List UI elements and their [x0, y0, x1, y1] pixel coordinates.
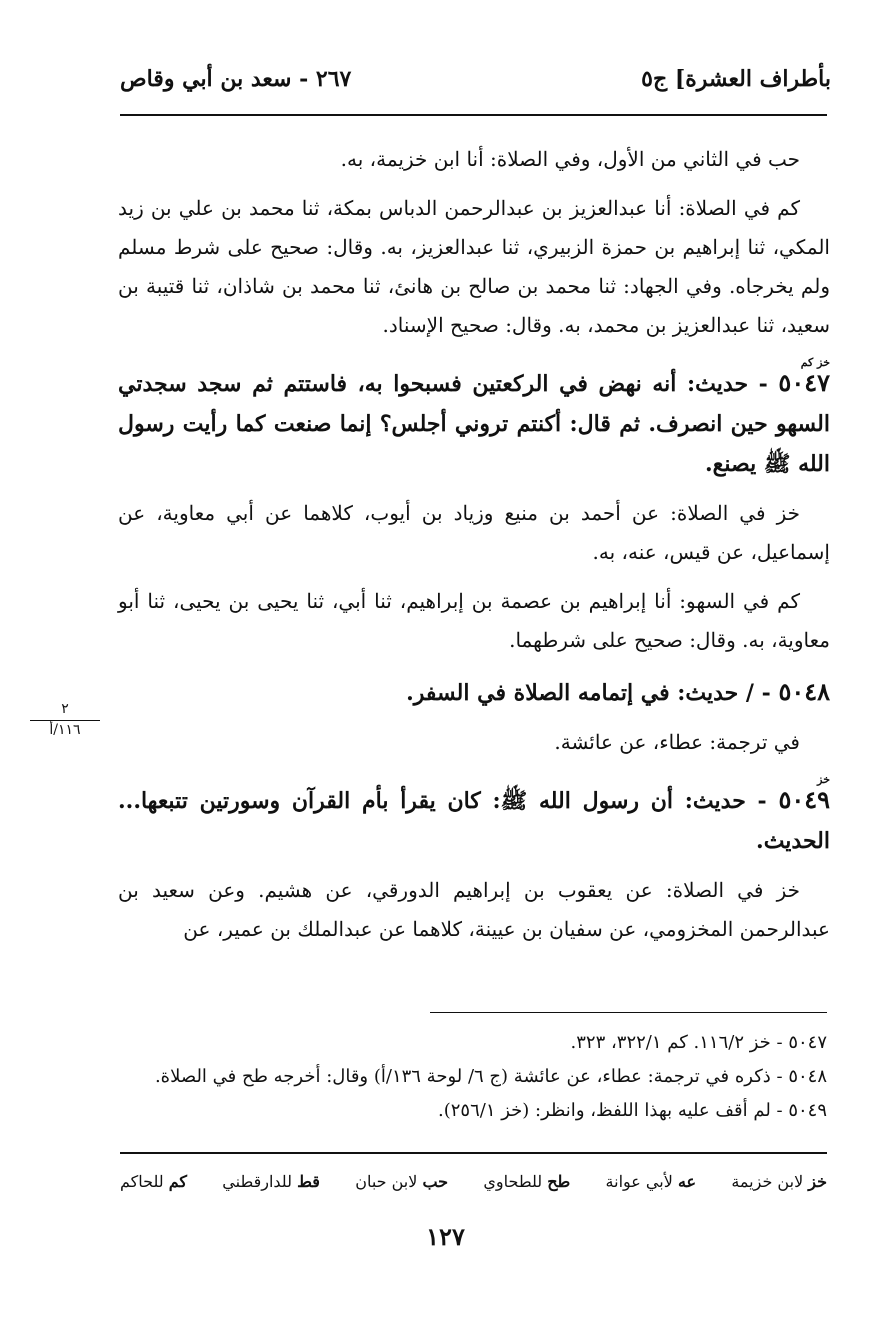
paragraph-kz-salat: خز في الصلاة: عن أحمد بن منيع وزياد بن أيوب، كلاهما عن أبي معاوية، عن إسماعيل، عن قيس، عنه، به. [118, 501, 830, 564]
abbreviation-code: كم [168, 1172, 187, 1191]
hadith-5049 [118, 774, 830, 861]
abbreviation-code: طح [547, 1172, 571, 1191]
footnote: ٥٠٤٩ - لم أقف عليه بهذا اللفظ، وانظر: (خز ٢٥٦/١). [438, 1100, 827, 1121]
hadith-text: - حديث: أن رسول الله ﷺ: كان يقرأ بأم القرآن وسورتين تتبعها... الحديث. [118, 788, 830, 854]
paragraph-tarjama: في ترجمة: عطاء، عن عائشة. [554, 730, 800, 754]
abbreviation-code: خز [808, 1172, 827, 1191]
hadith-sigla: خز كم [800, 356, 830, 369]
paragraph-kz-salat-2: خز في الصلاة: عن يعقوب بن إبراهيم الدورقي، عن هشيم. وعن سعيد بن عبدالرحمن المخزومي، عن سفيان بن عيينة، كلاهما عن عبدالملك بن عمير، عن [118, 878, 830, 941]
abbreviation-name: للدارقطني [222, 1172, 292, 1191]
margin-note-top: ٢ [30, 700, 100, 721]
paragraph-hb: حب في الثاني من الأول، وفي الصلاة: أنا ابن خزيمة، به. [340, 147, 800, 171]
running-header-section: ٢٦٧ - سعد بن أبي وقاص [120, 66, 352, 92]
abbreviation-item [120, 1172, 187, 1191]
header-rule [120, 114, 827, 116]
footnote: ٥٠٤٧ - خز ١١٦/٢. كم ٣٢٢/١، ٣٢٣. [570, 1032, 827, 1053]
footnote: ٥٠٤٨ - ذكره في ترجمة: عطاء، عن عائشة (ج ٦/ لوحة ١٣٦/أ) وقال: أخرجه طح في الصلاة. [154, 1066, 827, 1087]
abbreviation-name: لأبي عوانة [605, 1172, 673, 1191]
margin-folio-note [30, 700, 100, 739]
paragraph-km: كم في الصلاة: أنا عبدالعزيز بن عبدالرحمن الدباس بمكة، ثنا محمد بن علي بن زيد المكي، ثنا إبراهيم بن حمزة الزبيري، ثنا عبدالعزيز، به. وقال: صحيح على شرط مسلم ولم يخرجاه. وفي الجهاد: ثنا محمد بن صالح بن هانئ، ثنا محمد بن شاذان، ثنا قتيبة بن سعيد، ثنا عبدالعزيز بن محمد، به. وقال: صحيح الإسناد. [118, 196, 830, 337]
paragraph-km-sahw: كم في السهو: أنا إبراهيم بن عصمة بن إبراهيم، ثنا أبي، ثنا يحيى بن يحيى، ثنا أبو معاوية، به. وقال: صحيح على شرطهما. [118, 589, 830, 652]
hadith-number: ٥٠٤٨ [778, 677, 830, 706]
hadith-5048 [118, 672, 830, 713]
abbreviation-code: قط [297, 1172, 320, 1191]
abbreviation-item [606, 1172, 697, 1191]
hadith-text: - حديث: أنه نهض في الركعتين فسبحوا به، فاستتم ثم سجد سجدتي السهو حين انصرف. ثم قال: أكنتم تروني أجلس؟ إنما صنعت كما رأيت رسول الله ﷺ يصنع. [118, 371, 830, 477]
abbreviation-name: لابن حبان [355, 1172, 418, 1191]
abbreviation-key [120, 1172, 827, 1191]
margin-note-bottom: ١١٦/أ [49, 722, 81, 738]
abbreviation-item [355, 1172, 448, 1191]
hadith-5047 [118, 357, 830, 484]
abbreviation-name: لابن خزيمة [731, 1172, 804, 1191]
abbreviation-item [222, 1172, 320, 1191]
page-number: ١٢٧ [426, 1222, 465, 1251]
footnote-rule [430, 1012, 827, 1013]
abbreviation-name: للطحاوي [483, 1172, 543, 1191]
main-text [118, 140, 830, 959]
hadith-text: - / حديث: في إتمامه الصلاة في السفر. [406, 680, 771, 706]
hadith-number: ٥٠٤٧ [778, 368, 830, 397]
abbreviation-code: حب [422, 1172, 449, 1191]
hadith-number: ٥٠٤٩ [778, 785, 830, 814]
running-header-book: بأطراف العشرة] ج٥ [641, 66, 831, 92]
abbreviation-name: للحاكم [120, 1172, 164, 1191]
bottom-rule [120, 1152, 827, 1154]
abbreviation-item [731, 1172, 827, 1191]
abbreviation-code: عه [677, 1172, 697, 1191]
hadith-sigla: خز [817, 773, 830, 786]
abbreviation-item [483, 1172, 570, 1191]
footnotes [110, 1026, 827, 1128]
